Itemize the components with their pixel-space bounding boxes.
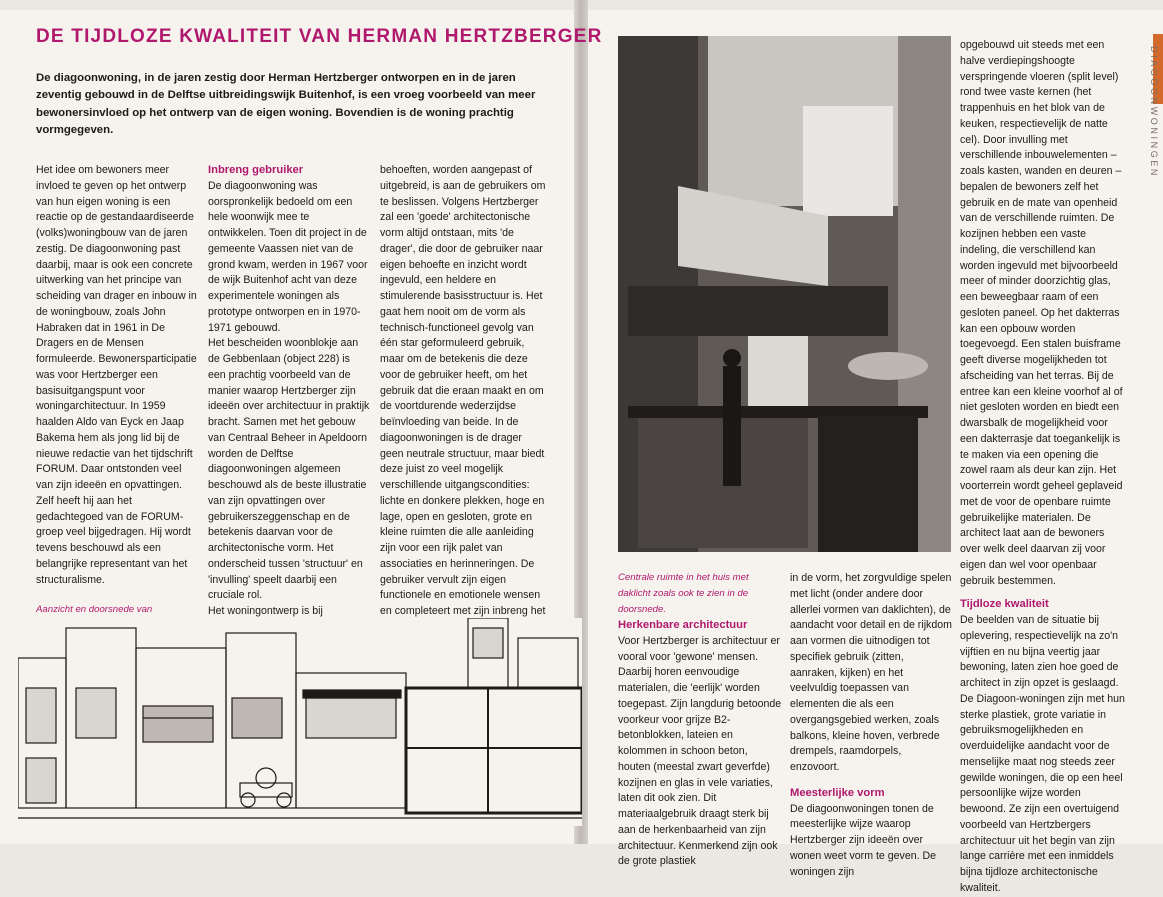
- article-lead: De diagoonwoning, in de jaren zestig door Herman Hertzberger ontworpen en in de jaren zeventig gebouwd in de Delftse uitbreidingswijk Buitenhof, is een vroeg voorbeeld van meer bewonersinvloed op het ontwerp van de eigen woning. Bovendien is de woning prachtig vormgegeven.: [36, 72, 536, 137]
- column-6-text: opgebouwd uit steeds met een halve verdiepingshoogte verspringende vloeren (split level) rond twee vaste kernen (het trappenhuis en het blok van de keuken, respectievelijk de natte cel). Door invulling met verschillende inbouwelementen – zoals kasten, wanden en deuren – bepalen de bewoners zelf het gebruik en de mate van openheid van de verschillende ruimten. De kozijnen hebben een vaste indeling, die verschillend kan worden ingevuld met bijvoorbeeld meer of minder doorzichtig glas, een beweegbaar raam of een gesloten paneel. Op het dakterras kan een opbouw worden toegevoegd. Een stalen buisframe geeft diverse mogelijkheden tot afscheiding van het terras. Bij de entree kan een kleine voorhof al of niet gesloten worden en biedt een dwarsbalk de mogelijkheid voor een dakterrasje dat toegankelijk is te maken via een opening die zowel raam als deur kan zijn. Het voorterrein wordt geheel geplaveid met de voor de openbare ruimte gebruikelijke materialen. De architect laat aan de bewoners over welk deel daarvan zij voor eigen dan wel voor openbaar gebruik bestemmen.: [960, 39, 1123, 587]
- column-2: [208, 163, 370, 683]
- column-4-text: Voor Hertzberger is architectuur er vooral voor 'gewone' mensen. Daarbij horen eenvoudige materialen, die 'eerlijk' worden toegepast. Zijn langdurig betoonde voorkeur voor grijze B2-betonblokken, lateien en kolommen in schoon beton, houten (meestal zwart geverfde) kozijnen en glas in vele variaties, laten dit ook zien. Dit materiaalgebruik draagt sterk bij aan de herkenbaarheid van zijn architectuur. Kenmerkend zijn ook de grote plastiek: [618, 634, 782, 868]
- drawing-caption: Aanzicht en doorsnede van: [36, 604, 153, 616]
- column-1: [36, 163, 198, 665]
- heading-herkenbare-architectuur: Herkenbare architectuur: [618, 619, 748, 631]
- column-2-text-3: Het woningontwerp is bij: [208, 605, 323, 617]
- column-3: [380, 163, 548, 651]
- column-2-text-2: Het bescheiden woonblokje aan de Gebbenlaan (object 228) is een prachtig voorbeeld van de manier waarop Hertzberger zijn ideeën over architectuur in praktijk bracht. Samen met het gebouw van Centraal Beheer in Apeldoorn worden de Delftse diagoonwoningen algemeen beschouwd als de beste illustratie van zijn opvattingen over gebruikerszeggenschap en de betekenis daarvan voor de architectonische vorm. Het onderscheid tussen 'structuur' en 'invulling' speelt daarbij een cruciale rol.: [208, 337, 370, 602]
- interior-photo: [618, 36, 951, 552]
- column-2-text: De diagoonwoning was oorspronkelijk bedoeld om een hele woonwijk mee te ontwikkelen. Toen dit project in de gemeente Vaassen niet van de grond kwam, werden in 1967 voor de wijk Buitenhof acht van deze experimentele woningen als prototype ontworpen en in 1970-1971 gebouwd.: [208, 179, 368, 334]
- heading-meesterlijke-vorm: Meesterlijke vorm: [790, 786, 885, 799]
- heading-tijdloze-kwaliteit: Tijdloze kwaliteit: [960, 598, 1049, 611]
- heading-inbreng-gebruiker: Inbreng gebruiker: [208, 164, 304, 176]
- column-5-text: in de vorm, het zorgvuldige spelen met licht (onder andere door allerlei vormen van daklichten), de aandacht voor detail en de rijkdom aan vormen die uitnodigen tot specifiek gebruik (zitten, aanraken, kijken) en het veelvuldig toepassen van elementen die als een overgangsgebied werken, zoals balkons, kleine hoven, verbrede drempels, raamdorpels, enzovoort.: [790, 572, 952, 773]
- section-drawing: [18, 618, 582, 826]
- column-5-text-2: De diagoonwoningen tonen de meesterlijke wijze waarop Hertzberger zijn ideeën over wonen weet vorm te geven. De woningen zijn: [790, 802, 937, 878]
- section-side-label: DIAGOONWONINGEN: [1149, 46, 1159, 179]
- column-6: [960, 38, 1126, 897]
- interior-photo-art: [618, 36, 951, 552]
- article-title: DE TIJDLOZE KWALITEIT VAN HERMAN HERTZBERGER: [36, 26, 603, 47]
- photo-caption: Centrale ruimte in het huis met daklicht zoals ook te zien in de doorsnede.: [618, 572, 749, 615]
- column-3-text: behoeften, worden aangepast of uitgebreid, is aan de gebruikers om te beslissen. Volgens Hertzberger zal een 'goede' architectonische vorm altijd ontstaan, mits 'de drager', die door de gebruiker naar eigen behoefte en inzicht wordt ingevuld, een heldere en stimulerende basisstructuur is. Het gaat hem nooit om de vorm als technisch-functioneel gevolg van één star geformuleerd gebruik, maar om de betekenis die deze voor de gebruiker heeft, om het gebruik dat die eraan maakt en om de voortdurende wederzijdse beïnvloeding van beide. In de diagoonwoningen is de drager geen neutrale structuur, maar biedt deze juist zo veel mogelijk verschillende uitgangscondities: lichte en donkere plekken, hoge en lage, open en gesloten, grote en kleine ruimten die alle aanleiding zijn voor een rijk palet van associaties en herinneringen. De gebruiker vervult zijn eigen functionele en emotionele wensen en completeert met zijn inbreng het: [380, 164, 546, 617]
- section-drawing-art: [18, 618, 582, 826]
- column-6-text-2: De beelden van de situatie bij oplevering, respectievelijk na zo'n vijftien en nu bijna veertig jaar bewoning, laten zien hoe goed de architect in zijn opzet is geslaagd. De Diagoon-woningen zijn met hun sterke plastiek, grote variatie in gebruiksmogelijkheden en overduidelijke aandacht voor de menselijke maat nog steeds zeer gewilde woningen, die op een heel persoonlijke wijze worden bewoond. Ze zijn een overtuigend voorbeeld van Hertzbergers architectuur uit het begin van zijn lange carrière met een inmiddels bijna tijdloze architectonische kwaliteit.: [960, 614, 1125, 894]
- column-1-text: Het idee om bewoners meer invloed te geven op het ontwerp van hun eigen woning is een reactie op de gestandaardiseerde (volks)woningbouw van de jaren zestig. De diagoonwoning past daarbij, maar is ook een concrete uitwerking van het principe van scheiding van drager en inbouw in de woningbouw, zoals John Habraken dat in 1961 in De Dragers en de Mensen formuleerde. Bewonersparticipatie was voor Hertzberger een basisuitgangspunt voor woningarchitectuur. In 1959 haalden Aldo van Eyck en Jaap Bakema hem als jong lid bij de nieuwe redactie van het tijdschrift FORUM. Daar ontstonden veel van zijn ideeën en opvattingen. Zelf heeft hij aan het gedachtegoed van de FORUM-groep veel bijgedragen. Hij wordt tevens beschouwd als een belangrijke representant van het structuralisme.: [36, 164, 197, 586]
- column-4: [618, 618, 782, 870]
- column-5: [790, 571, 952, 880]
